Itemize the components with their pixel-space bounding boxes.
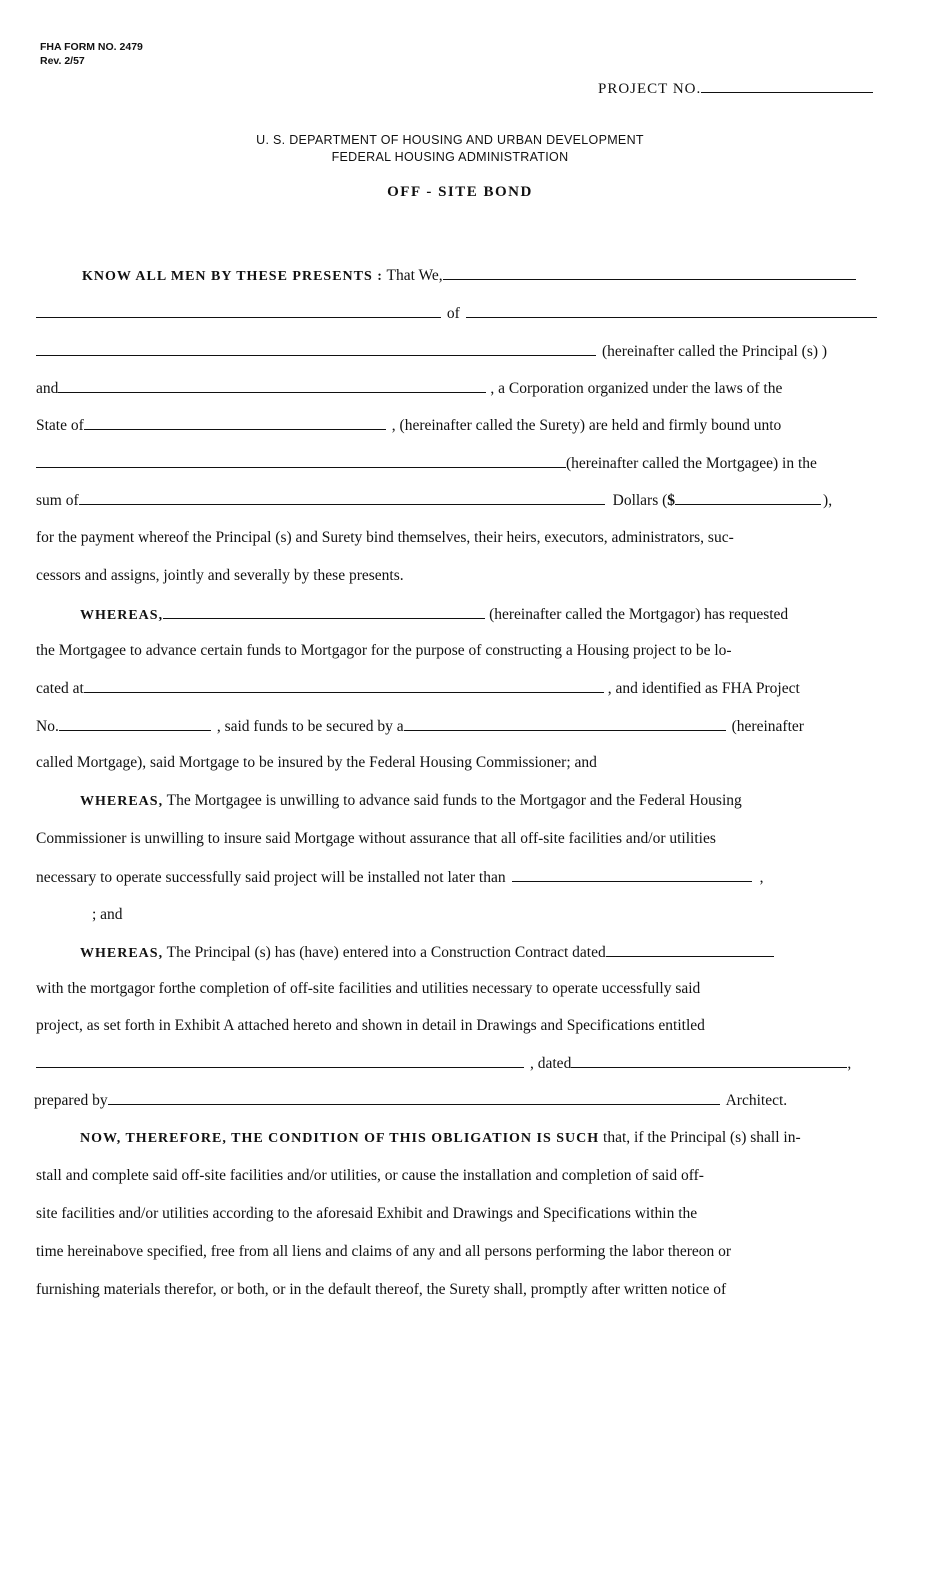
line-5: State of , (hereinafter called the Surety) are held and firmly bound unto xyxy=(36,417,782,434)
line-24: NOW, THEREFORE, THE CONDITION OF THIS OBLIGATION IS SUCH that, if the Principal (s) shall in- xyxy=(80,1129,801,1146)
line-20: with the mortgagor forthe completion of off-site facilities and utilities necessary to operate uccessfully said xyxy=(36,980,701,997)
drawings-date-field[interactable] xyxy=(571,1053,847,1068)
line-12: cated at , and identified as FHA Project xyxy=(36,680,800,697)
surety-name-field[interactable] xyxy=(58,378,486,393)
mortgagor-name-field[interactable] xyxy=(163,604,485,619)
line-10: WHEREAS, (hereinafter called the Mortgagor) has requested xyxy=(80,606,789,623)
line-6: (hereinafter called the Mortgagee) in the xyxy=(36,453,817,474)
department-heading: U. S. DEPARTMENT OF HOUSING AND URBAN DEVELOPMENT xyxy=(256,133,644,147)
line-21: project, as set forth in Exhibit A attached hereto and shown in detail in Drawings and Specifications entitled xyxy=(36,1017,705,1034)
line-16: Commissioner is unwilling to insure said Mortgage without assurance that all off-site facilities and/or utilities xyxy=(36,830,716,847)
document-title: OFF - SITE BOND xyxy=(387,184,533,200)
fha-project-number-field[interactable] xyxy=(59,716,211,731)
principal-name-field-2[interactable] xyxy=(36,303,441,318)
principal-address-field[interactable] xyxy=(466,303,877,318)
line-15: WHEREAS, The Mortgagee is unwilling to advance said funds to the Mortgagor and the Federal Housing xyxy=(80,792,742,809)
line-1: KNOW ALL MEN BY THESE PRESENTS : That We, xyxy=(82,265,856,287)
project-location-field[interactable] xyxy=(84,678,604,693)
line-3: (hereinafter called the Principal (s) ) xyxy=(36,341,827,362)
project-number-field[interactable] xyxy=(701,78,873,93)
line-14: called Mortgage), said Mortgage to be insured by the Federal Housing Commissioner; and xyxy=(36,754,597,771)
line-27: time hereinabove specified, free from all liens and claims of any and all persons performing the labor thereon or xyxy=(36,1243,732,1260)
project-number-label: PROJECT NO. xyxy=(598,81,702,97)
line-18: ; and xyxy=(92,906,123,923)
line-17: necessary to operate successfully said project will be installed not later than , xyxy=(36,869,764,886)
principal-name-field[interactable] xyxy=(443,265,856,280)
line-11: the Mortgagee to advance certain funds to Mortgagor for the purpose of constructing a Housing project to be lo- xyxy=(36,642,732,659)
project-number-line xyxy=(598,78,873,98)
form-number: FHA FORM NO. 2479 xyxy=(40,41,143,53)
line-25: stall and complete said off-site facilities and/or utilities, or cause the installation and completion of said off- xyxy=(36,1167,704,1184)
line-8: for the payment whereof the Principal (s) and Surety bind themselves, their heirs, executors, administrators, suc- xyxy=(36,529,734,546)
line-9: cessors and assigns, jointly and severally by these presents. xyxy=(36,567,404,584)
sum-amount-field[interactable] xyxy=(675,490,821,505)
line-7: sum of Dollars ($ ), xyxy=(36,492,833,509)
line-23: prepared by Architect. xyxy=(34,1092,788,1109)
sum-words-field[interactable] xyxy=(79,490,605,505)
line-4: and , a Corporation organized under the laws of the xyxy=(36,380,783,397)
line-26: site facilities and/or utilities according to the aforesaid Exhibit and Drawings and Specifications within the xyxy=(36,1205,698,1222)
line-13: No. , said funds to be secured by a (hereinafter xyxy=(36,718,804,735)
form-revision: Rev. 2/57 xyxy=(40,55,85,67)
line-22: , dated , xyxy=(36,1053,851,1074)
know-all-men-heading: KNOW ALL MEN BY THESE PRESENTS : xyxy=(82,269,383,284)
principal-address-field-2[interactable] xyxy=(36,341,596,356)
line-28: furnishing materials therefor, or both, or in the default thereof, the Surety shall, promptly after written notice of xyxy=(36,1281,727,1298)
security-instrument-field[interactable] xyxy=(404,716,726,731)
line-19: WHEREAS, The Principal (s) has (have) entered into a Construction Contract dated xyxy=(80,942,774,964)
line-2: of xyxy=(36,303,877,324)
administration-heading: FEDERAL HOUSING ADMINISTRATION xyxy=(331,150,569,164)
drawings-title-field[interactable] xyxy=(36,1053,524,1068)
completion-date-field[interactable] xyxy=(512,867,752,882)
form-number-block xyxy=(40,40,143,68)
surety-state-field[interactable] xyxy=(84,415,386,430)
architect-name-field[interactable] xyxy=(108,1090,720,1105)
mortgagee-name-field[interactable] xyxy=(36,453,566,468)
contract-date-field[interactable] xyxy=(606,942,774,957)
